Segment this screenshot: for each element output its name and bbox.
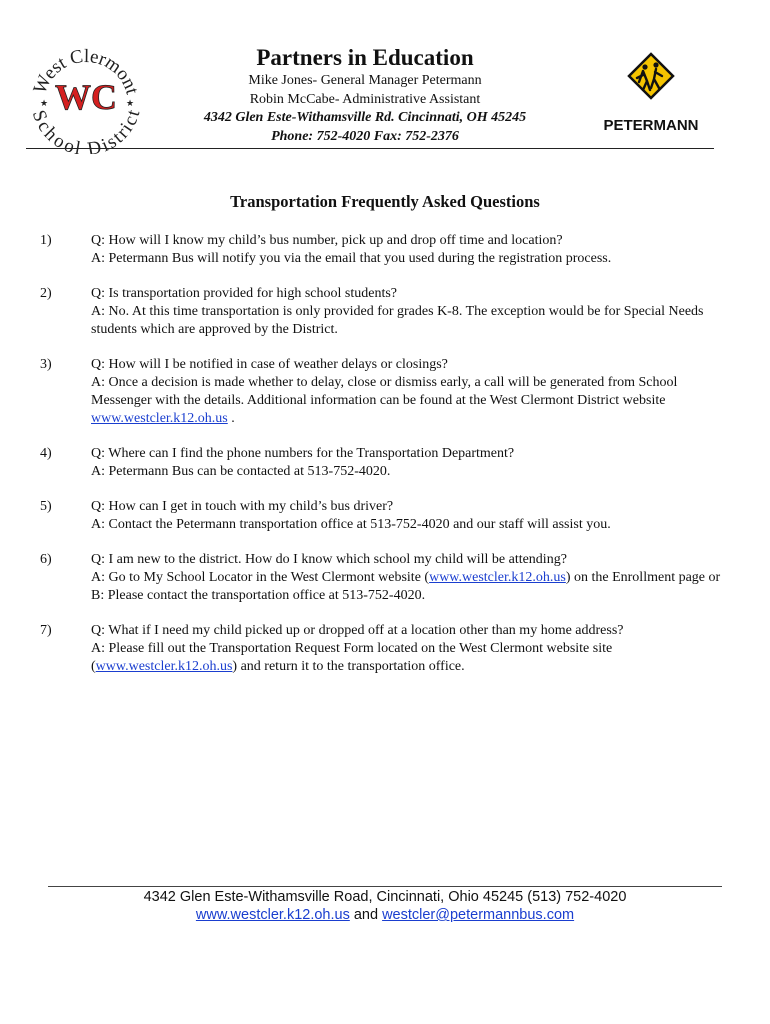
footer-website-link[interactable]: www.westcler.k12.oh.us (195, 907, 350, 923)
faq-item (40, 498, 730, 534)
faq-question: Q: How can I get in touch with my child’s bus driver? (91, 499, 394, 514)
faq-title: Transportation Frequently Asked Questions (230, 192, 540, 211)
faq-item (40, 622, 730, 676)
faq-answer-text: . (227, 411, 235, 426)
faq-answer-text: A: Once a decision is made whether to delay, close or dismiss early, a call will be generated from School Messenger with the details. Additional information can be found at the West Clermont District website (91, 375, 678, 408)
page-title: Partners in Education (256, 45, 474, 70)
logo-arc-bottom-text: School Distric (30, 107, 142, 154)
logo-arc-top-text: West Clermont (30, 45, 142, 97)
footer-and: and (349, 907, 383, 923)
footer (0, 888, 770, 924)
faq-number: 5) (40, 499, 52, 514)
faq-number: 1) (40, 233, 52, 248)
phone-fax-line: Phone: 752-4020 Fax: 752-2376 (271, 128, 459, 144)
faq-question: Q: How will I be notified in case of weather delays or closings? (91, 357, 448, 372)
footer-divider (48, 886, 722, 887)
faq-answer-text: ) and return it to the transportation office. (232, 659, 465, 674)
school-crossing-sign-icon (629, 54, 673, 98)
district-website-link[interactable]: www.westcler.k12.oh.us (91, 411, 228, 426)
header-divider (26, 148, 714, 149)
district-website-link[interactable]: www.westcler.k12.oh.us (95, 659, 233, 674)
footer-address: 4342 Glen Este-Withamsville Road, Cincinnati, Ohio 45245 (513) 752-4020 (143, 889, 627, 905)
faq-number: 7) (40, 623, 52, 638)
faq-answer: A: Contact the Petermann transportation office at 513-752-4020 and our staff will assist you. (91, 517, 611, 532)
faq-item (40, 445, 730, 481)
faq-number: 6) (40, 552, 52, 567)
faq-number: 3) (40, 357, 52, 372)
faq-question: Q: Is transportation provided for high school students? (91, 286, 398, 301)
petermann-wordmark: PETERMANN (603, 117, 699, 134)
petermann-logo (597, 50, 707, 136)
faq-answer-b: B: Please contact the transportation office at 513-752-4020. (91, 588, 426, 603)
faq-number: 4) (40, 446, 52, 461)
faq-question: Q: I am new to the district. How do I know which school my child will be attending? (91, 552, 567, 567)
faq-question: Q: Where can I find the phone numbers for the Transportation Department? (91, 446, 515, 461)
faq-answer: A: Petermann Bus will notify you via the email that you used during the registration process. (91, 251, 612, 266)
faq-answer (91, 640, 730, 676)
star-icon: ★ (126, 98, 135, 108)
faq-answer-text: A: Go to My School Locator in the West Clermont website ( (91, 570, 430, 585)
faq-question: Q: What if I need my child picked up or dropped off at a location other than my home address? (91, 623, 624, 638)
faq-answer: A: No. At this time transportation is only provided for grades K-8. The exception would be for Special Needs students which are approved by the District. (91, 304, 704, 337)
faq-list (40, 232, 730, 693)
west-clermont-logo (30, 42, 142, 154)
footer-links (0, 906, 770, 924)
faq-answer (91, 569, 730, 587)
logo-monogram: WC (55, 77, 117, 117)
faq-item (40, 551, 730, 605)
letterhead (160, 44, 570, 146)
address-line: 4342 Glen Este-Withamsville Rd. Cincinnati, OH 45245 (203, 110, 527, 125)
faq-answer-text: A: Please fill out the Transportation Request Form located on the West Clermont website site ( (91, 641, 613, 674)
faq-item (40, 232, 730, 268)
faq-number: 2) (40, 286, 52, 301)
footer-email-link[interactable]: westcler@petermannbus.com (382, 907, 575, 923)
faq-answer-text: ) on the Enrollment page or (565, 570, 721, 585)
faq-item (40, 285, 730, 339)
manager-line: Mike Jones- General Manager Petermann (248, 73, 482, 88)
faq-question: Q: How will I know my child’s bus number, pick up and drop off time and location? (91, 233, 563, 248)
faq-item (40, 356, 730, 428)
faq-answer (91, 374, 730, 428)
assistant-line: Robin McCabe- Administrative Assistant (249, 91, 481, 107)
district-website-link[interactable]: www.westcler.k12.oh.us (429, 570, 566, 585)
faq-answer: A: Petermann Bus can be contacted at 513-752-4020. (91, 464, 391, 479)
star-icon: ★ (40, 98, 49, 108)
